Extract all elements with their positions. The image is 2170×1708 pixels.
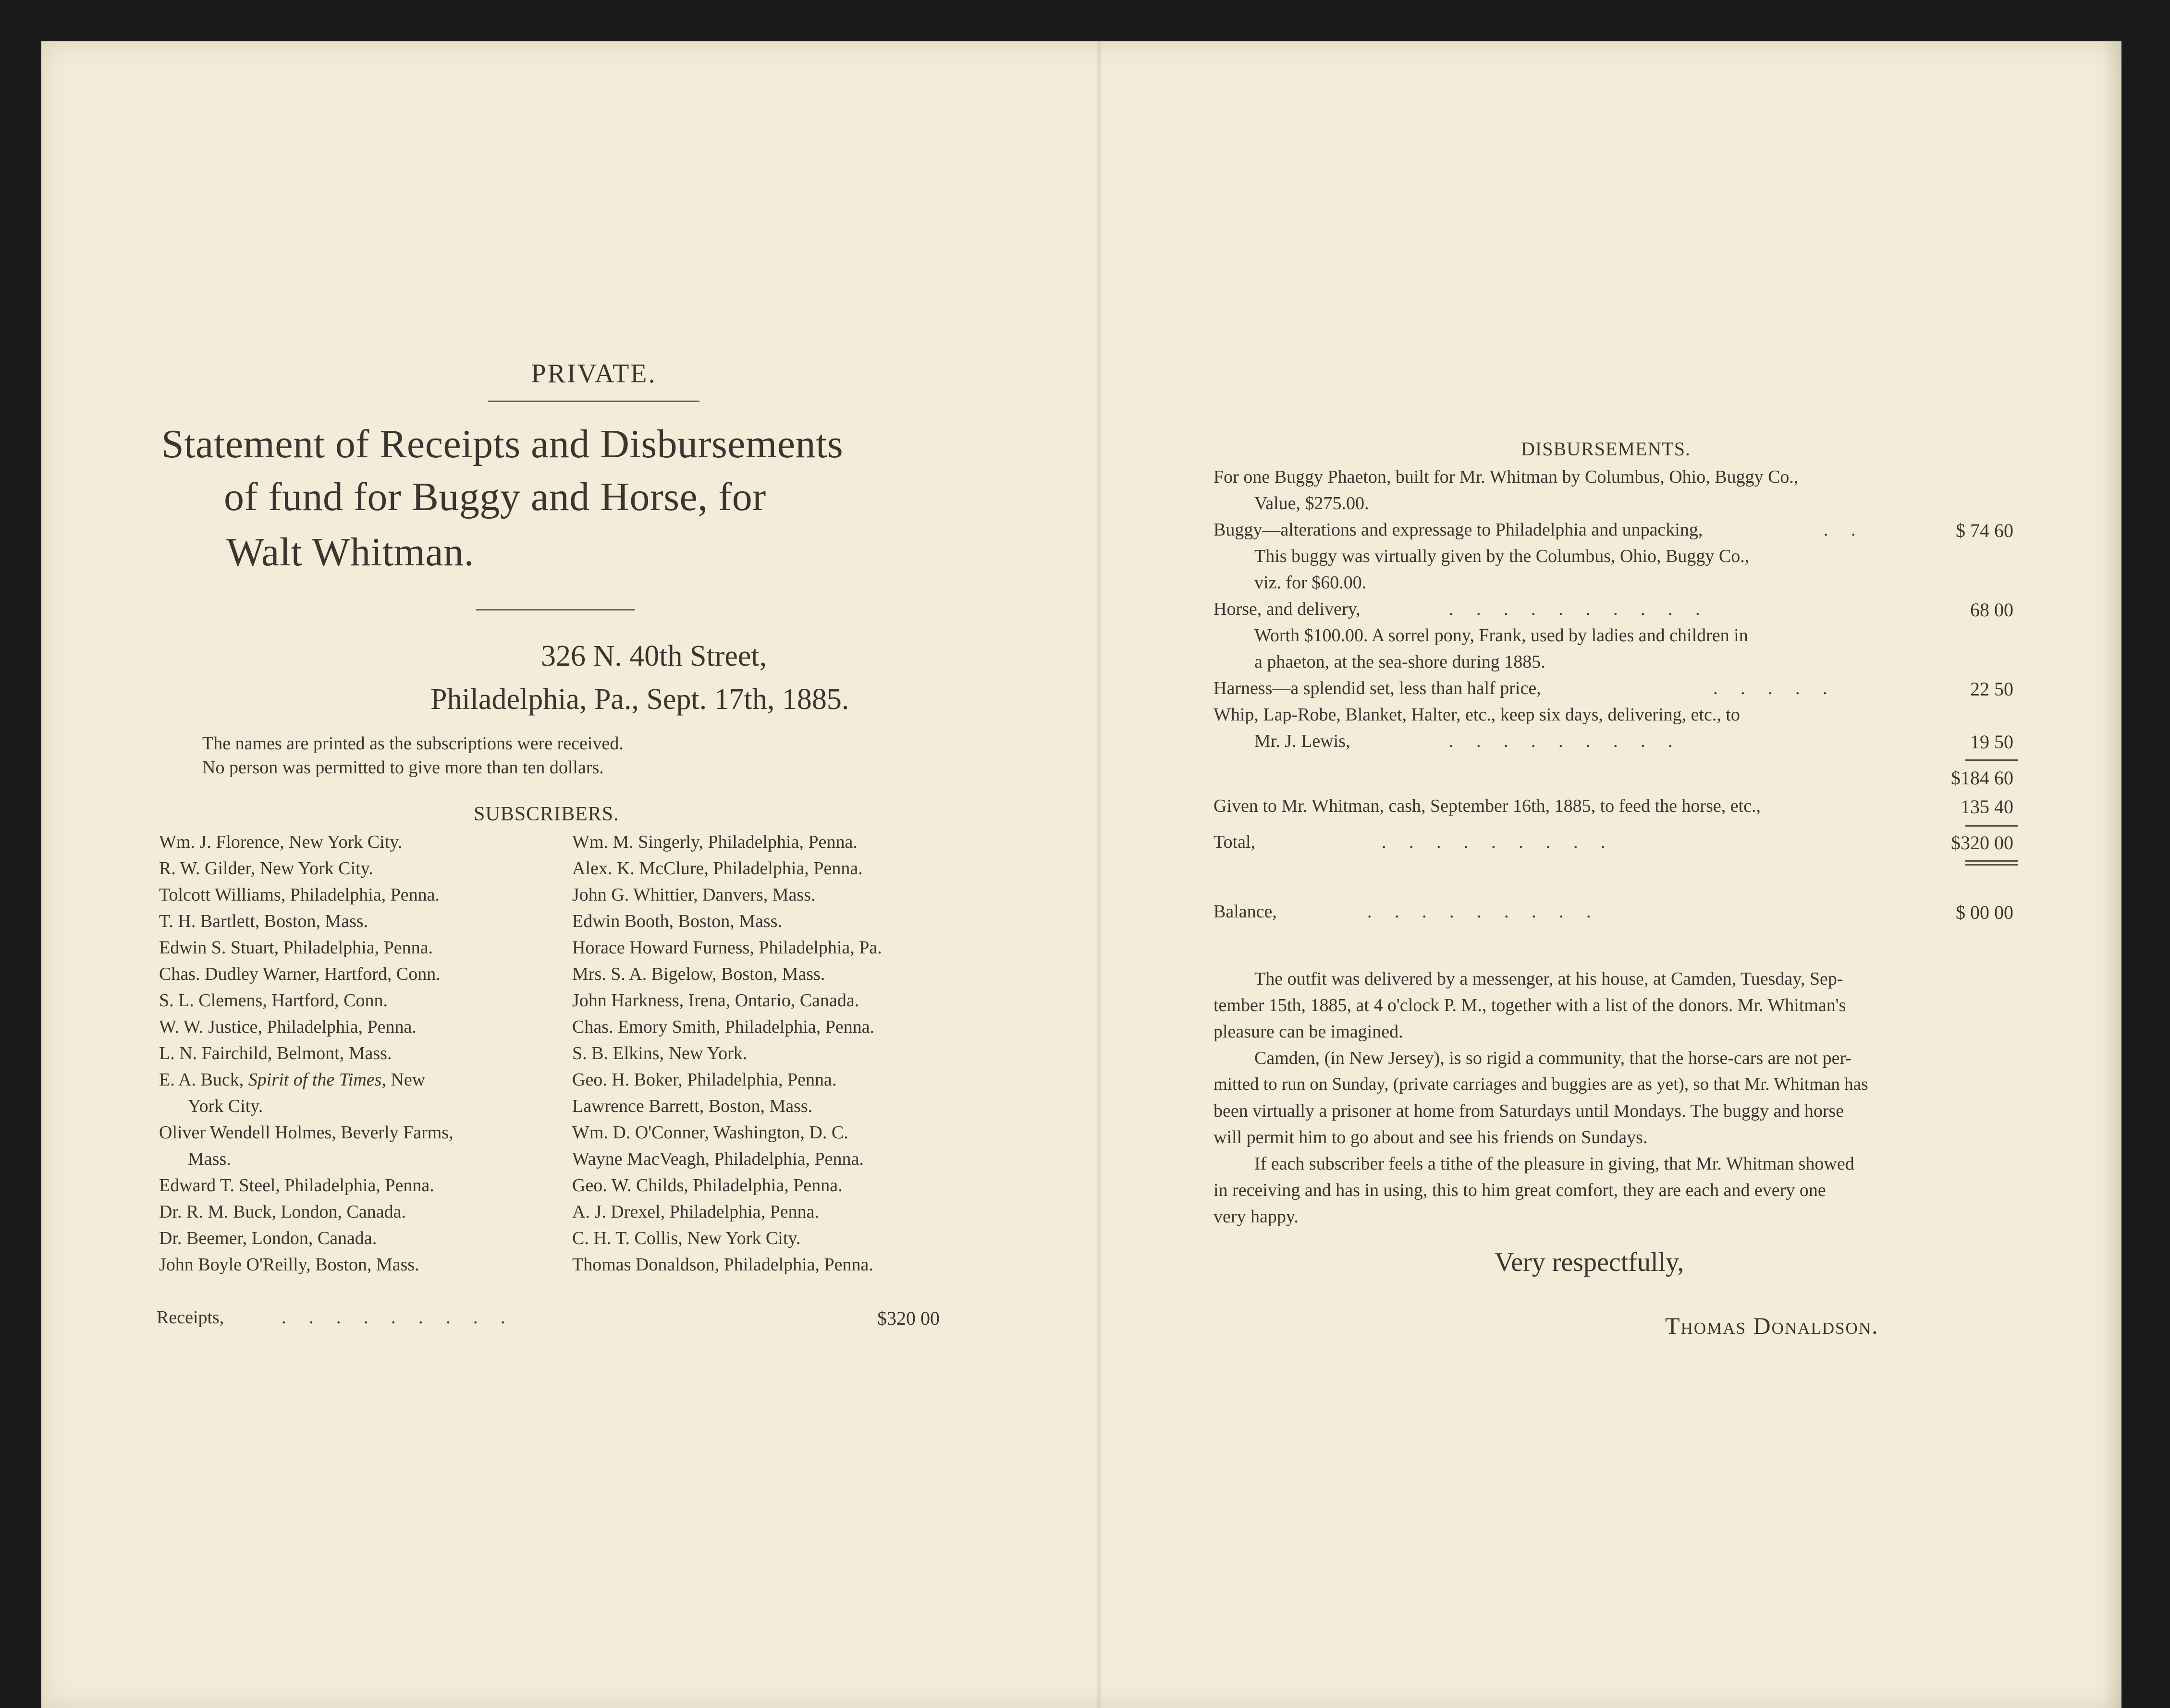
- disbursement-line: Horse, and delivery,: [1214, 599, 1361, 619]
- subscriber-entry: Alex. K. McClure, Philadelphia, Penna.: [572, 858, 863, 878]
- subscriber-entry-cont: York City.: [188, 1096, 263, 1116]
- subscriber-entry: C. H. T. Collis, New York City.: [572, 1228, 801, 1248]
- balance-label: Balance,: [1214, 902, 1277, 922]
- subscriber-entry: Edwin S. Stuart, Philadelphia, Penna.: [159, 938, 433, 958]
- subscriber-entry: Wm. D. O'Conner, Washington, D. C.: [572, 1122, 848, 1143]
- disbursements-heading: DISBURSEMENTS.: [1521, 438, 1691, 460]
- subscriber-entry: Oliver Wendell Holmes, Beverly Farms,: [159, 1122, 454, 1143]
- subscriber-entry: Geo. H. Boker, Philadelphia, Penna.: [572, 1070, 837, 1090]
- disbursement-line: Given to Mr. Whitman, cash, September 16th, 1885, to feed the horse, etc.,: [1214, 796, 1761, 816]
- subscriber-entry: W. W. Justice, Philadelphia, Penna.: [159, 1017, 417, 1037]
- subscriber-entry: Edward T. Steel, Philadelphia, Penna.: [159, 1175, 434, 1196]
- subscriber-entry: Wm. J. Florence, New York City.: [159, 832, 403, 852]
- title-rule: [476, 609, 635, 610]
- subscriber-entry: Chas. Emory Smith, Philadelphia, Penna.: [572, 1017, 875, 1037]
- paragraph-line: in receiving and has in using, this to him great comfort, they are each and every one: [1214, 1180, 1826, 1200]
- subscriber-entry: R. W. Gilder, New York City.: [159, 858, 373, 878]
- subscriber-entry: T. H. Bartlett, Boston, Mass.: [159, 911, 368, 931]
- subscriber-entry: Edwin Booth, Boston, Mass.: [572, 911, 783, 931]
- amount-buggy: $ 74 60: [1956, 520, 2013, 541]
- subtotal-rule: [1965, 759, 2018, 761]
- subscriber-entry: A. J. Drexel, Philadelphia, Penna.: [572, 1202, 819, 1222]
- subscriber-entry-buck: [159, 1069, 425, 1090]
- subscriber-entry: John Boyle O'Reilly, Boston, Mass.: [159, 1255, 419, 1275]
- subscriber-entry: Thomas Donaldson, Philadelphia, Penna.: [572, 1255, 873, 1275]
- disbursement-line: Harness—a splendid set, less than half price,: [1214, 678, 1541, 698]
- paragraph-line: The outfit was delivered by a messenger, at his house, at Camden, Tuesday, Sep-: [1254, 969, 1843, 989]
- paragraph-line: been virtually a prisoner at home from Saturdays until Mondays. The buggy and horse: [1214, 1101, 1844, 1121]
- private-heading: PRIVATE.: [531, 359, 657, 389]
- address-city-date: Philadelphia, Pa., Sept. 17th, 1885.: [430, 683, 849, 716]
- leader-dots: . . . . . . . . . .: [1449, 599, 1700, 619]
- subscriber-entry: John Harkness, Irena, Ontario, Canada.: [572, 990, 859, 1011]
- disbursement-line: Mr. J. Lewis,: [1254, 731, 1350, 751]
- disbursement-line: a phaeton, at the sea-shore during 1885.: [1254, 652, 1545, 672]
- leader-dots: . .: [1824, 520, 1856, 540]
- subscriber-entry: L. N. Fairchild, Belmont, Mass.: [159, 1043, 392, 1063]
- disbursement-line: viz. for $60.00.: [1254, 573, 1367, 593]
- title-line-1: Statement of Receipts and Disbursements: [161, 422, 844, 466]
- paragraph-line: tember 15th, 1885, at 4 o'clock P. M., together with a list of the donors. Mr. Whitman's: [1214, 995, 1846, 1015]
- amount-cash: 135 40: [1961, 796, 2013, 817]
- subscriber-entry: S. L. Clemens, Hartford, Conn.: [159, 990, 388, 1011]
- disbursement-line: Value, $275.00.: [1254, 493, 1369, 513]
- document-sheet: [41, 41, 2121, 1708]
- leader-dots: . . . . .: [1713, 678, 1827, 698]
- subscriber-entry-cont: Mass.: [188, 1149, 231, 1169]
- total-double-rule: [1965, 864, 2018, 866]
- amount-total: $320 00: [1951, 832, 2013, 854]
- subscriber-name: E. A. Buck,: [159, 1070, 244, 1090]
- address-street: 326 N. 40th Street,: [541, 640, 767, 672]
- leader-dots: . . . . . . . . .: [1382, 832, 1606, 852]
- subscriber-name-tail: New: [391, 1070, 426, 1090]
- paragraph-line: pleasure can be imagined.: [1214, 1022, 1403, 1042]
- subscriber-entry: Wm. M. Singerly, Philadelphia, Penna.: [572, 832, 858, 852]
- leader-dots: . . . . . . . . .: [1367, 902, 1591, 922]
- receipts-leader-dots: . . . . . . . . .: [282, 1307, 505, 1328]
- subscriber-entry: Tolcott Williams, Philadelphia, Penna.: [159, 885, 440, 905]
- subscriber-entry: Chas. Dudley Warner, Hartford, Conn.: [159, 964, 441, 984]
- amount-subtotal: $184 60: [1951, 767, 2013, 789]
- disbursement-line: Worth $100.00. A sorrel pony, Frank, used by ladies and children in: [1254, 625, 1748, 646]
- total-double-rule: [1965, 860, 2018, 862]
- paragraph-line: mitted to run on Sunday, (private carriages and buggies are as yet), so that Mr. Whitman has: [1214, 1074, 1868, 1094]
- closing-line: Very respectfully,: [1495, 1247, 1684, 1277]
- paragraph-line: will permit him to go about and see his friends on Sundays.: [1214, 1127, 1648, 1147]
- subscriber-entry: Mrs. S. A. Bigelow, Boston, Mass.: [572, 964, 825, 984]
- amount-harness: 22 50: [1970, 678, 2013, 700]
- total-label: Total,: [1214, 832, 1256, 852]
- subscriber-entry: S. B. Elkins, New York.: [572, 1043, 748, 1063]
- note-line-1: The names are printed as the subscriptions were received.: [202, 733, 624, 754]
- receipts-label: Receipts,: [157, 1307, 224, 1328]
- subscriber-entry: Lawrence Barrett, Boston, Mass.: [572, 1096, 813, 1116]
- disbursement-line: This buggy was virtually given by the Columbus, Ohio, Buggy Co.,: [1254, 546, 1750, 566]
- disbursement-line: Whip, Lap-Robe, Blanket, Halter, etc., keep six days, delivering, etc., to: [1214, 705, 1740, 725]
- amount-horse: 68 00: [1970, 599, 2013, 621]
- subscriber-entry: Wayne MacVeagh, Philadelphia, Penna.: [572, 1149, 864, 1169]
- amount-balance: $ 00 00: [1956, 902, 2013, 923]
- total-rule: [1965, 825, 2018, 827]
- private-heading-rule: [488, 401, 699, 402]
- subscriber-entry: Dr. R. M. Buck, London, Canada.: [159, 1202, 406, 1222]
- paragraph-line: If each subscriber feels a tithe of the pleasure in giving, that Mr. Whitman showed: [1254, 1154, 1854, 1174]
- note-line-2: No person was permitted to give more than ten dollars.: [202, 757, 604, 778]
- amount-whip: 19 50: [1970, 731, 2013, 753]
- page-fold: [1096, 41, 1103, 1708]
- subscriber-entry: Geo. W. Childs, Philadelphia, Penna.: [572, 1175, 843, 1196]
- sheet-edge-shadow: [2102, 41, 2121, 1708]
- subscriber-entry: Horace Howard Furness, Philadelphia, Pa.: [572, 938, 882, 958]
- paragraph-line: Camden, (in New Jersey), is so rigid a community, that the horse-cars are not per-: [1254, 1048, 1852, 1068]
- disbursement-line: For one Buggy Phaeton, built for Mr. Whitman by Columbus, Ohio, Buggy Co.,: [1214, 467, 1799, 487]
- paragraph-line: very happy.: [1214, 1207, 1299, 1227]
- newspaper-title: Spirit of the Times,: [248, 1070, 386, 1090]
- title-line-2: of fund for Buggy and Horse, for: [224, 475, 766, 519]
- subscribers-heading: SUBSCRIBERS.: [474, 803, 619, 825]
- receipts-amount: $320 00: [877, 1307, 940, 1329]
- subscriber-entry: John G. Whittier, Danvers, Mass.: [572, 885, 816, 905]
- leader-dots: . . . . . . . . .: [1449, 731, 1673, 751]
- disbursement-line: Buggy—alterations and expressage to Philadelphia and unpacking,: [1214, 520, 1703, 540]
- signature: Thomas Donaldson.: [1665, 1312, 1879, 1339]
- subscriber-entry: Dr. Beemer, London, Canada.: [159, 1228, 377, 1248]
- title-line-3: Walt Whitman.: [226, 530, 475, 574]
